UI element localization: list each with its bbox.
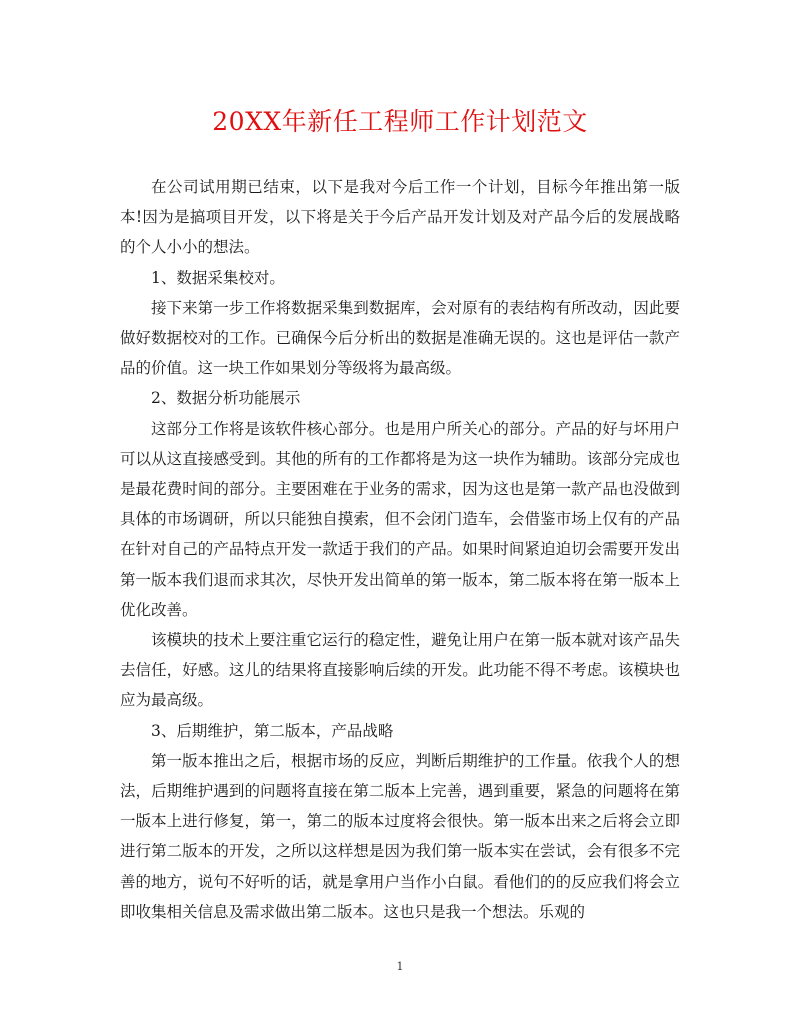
body-paragraph: 该模块的技术上要注重它运行的稳定性，避免让用户在第一版本就对该产品失去信任，好感。这儿的结果将直接影响后续的开发。此功能不得不考虑。该模块也应为最高级。 bbox=[120, 631, 680, 710]
body-paragraph: 第一版本推出之后，根据市场的反应，判断后期维护的工作量。依我个人的想法，后期维护遇到的问题将直接在第二版本上完善，遇到重要，紧急的问题将在第一版本上进行修复，第一，第二的版本过度将会很快。第一版本出来之后将会立即进行第二版本的开发，之所以这样想是因为我们第一版本实在尝试，会有很多不完善的地方，说句不好听的话，就是拿用户当作小白鼠。看他们的的反应我们将会立即收集相关信息及需求做出第二版本。这也只是我一个想法。乐观的 bbox=[120, 751, 680, 921]
body-paragraph: 这部分工作将是该软件核心部分。也是用户所关心的部分。产品的好与坏用户可以从这直接感受到。其他的所有的工作都将是为这一块作为辅助。该部分完成也是最花费时间的部分。主要困难在于业务的需求，因为这也是第一款产品也没做到具体的市场调研，所以只能独自摸索，但不会闭门造车，会借鉴市场上仅有的产品在针对自己的产品特点开发一款适于我们的产品。如果时间紧迫迫切会需要开发出第一版本我们退而求其次，尽快开发出简单的第一版本，第二版本将在第一版本上优化改善。 bbox=[120, 419, 680, 619]
section-heading-1: 1、数据采集校对。 bbox=[151, 268, 285, 287]
document-title: 20XX年新任工程师工作计划范文 bbox=[212, 107, 588, 136]
section-heading-2: 2、数据分析功能展示 bbox=[151, 389, 301, 408]
document-body bbox=[120, 172, 680, 927]
section-heading-3: 3、后期维护，第二版本，产品战略 bbox=[151, 721, 394, 740]
intro-paragraph: 在公司试用期已结束，以下是我对今后工作一个计划，目标今年推出第一版本!因为是搞项目开发，以下将是关于今后产品开发计划及对产品今后的发展战略的个人小小的想法。 bbox=[120, 178, 680, 257]
body-paragraph: 接下来第一步工作将数据采集到数据库，会对原有的表结构有所改动，因此要做好数据校对的工作。已确保今后分析出的数据是准确无误的。这也是评估一款产品的价值。这一块工作如果划分等级将为最高级。 bbox=[120, 298, 680, 378]
page-number: 1 bbox=[396, 960, 404, 973]
